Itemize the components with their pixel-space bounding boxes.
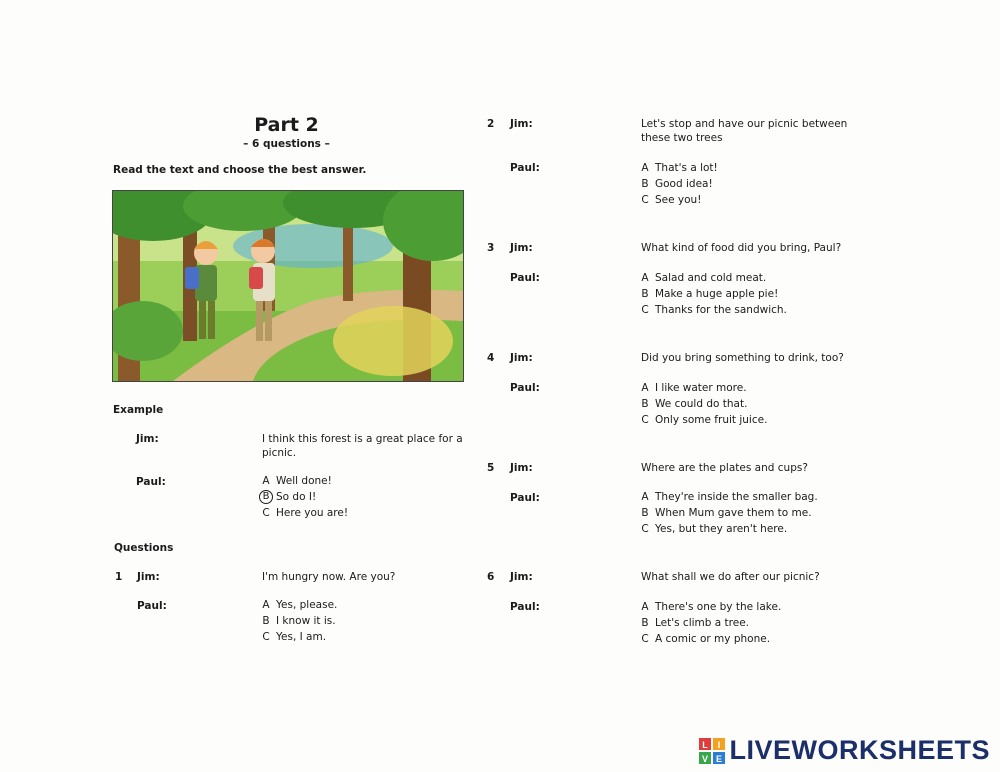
option-text: That's a lot! [655,162,718,174]
question-jim-text: Did you bring something to drink, too? [641,352,844,364]
option-text: Good idea! [655,178,713,190]
logo-letter: E [716,753,723,764]
option-text: When Mum gave them to me. [655,507,812,519]
example-option-c [256,505,348,521]
question-jim-text-line: these two trees [641,132,723,144]
question-jim-text: What kind of food did you bring, Paul? [641,242,842,254]
option-text: Only some fruit juice. [655,414,768,426]
option-text: There's one by the lake. [655,601,782,613]
option-text: We could do that. [655,398,748,410]
option-letter: A [641,601,649,613]
question-jim-text: I'm hungry now. Are you? [262,571,396,583]
liveworksheets-logo-icon [699,738,725,764]
answer-option[interactable] [635,396,767,412]
forest-scene-image [113,191,463,381]
logo-letter: V [702,753,709,764]
answer-option[interactable] [635,380,767,396]
option-letter: B [641,398,649,410]
option-text: Yes, please. [276,599,338,611]
example-jim-line [262,432,463,460]
question-jim-text-line: Let's stop and have our picnic between [641,118,848,130]
option-letter: A [641,382,649,394]
option-letter: B [641,288,649,300]
question-4-options [635,380,767,428]
option-text: See you! [655,194,702,206]
option-letter: B [641,617,649,629]
option-text: Salad and cold meat. [655,272,767,284]
example-heading: Example [113,404,164,416]
answer-option[interactable] [635,192,718,208]
circled-answer [256,490,276,504]
option-letter: A [262,599,270,611]
question-jim-text: Where are the plates and cups? [641,462,808,474]
answer-option[interactable] [635,599,781,615]
liveworksheets-brand [699,735,990,766]
option-letter: C [641,523,649,535]
option-letter: A [641,162,649,174]
answer-option[interactable] [256,597,337,613]
example-option-a [256,473,348,489]
example-jim-text-2: picnic. [262,447,297,459]
example-jim-text-1: I think this forest is a great place for a [262,433,463,445]
option-text: I know it is. [276,615,336,627]
question-paul-label: Paul: [510,382,540,394]
option-text: A comic or my phone. [655,633,771,645]
answer-option[interactable] [256,613,337,629]
option-letter: B [641,178,649,190]
answer-option[interactable] [635,631,781,647]
option-text: Make a huge apple pie! [655,288,779,300]
option-letter: C [641,194,649,206]
question-jim-label: Jim: [510,118,533,130]
question-jim-label: Jim: [137,571,160,583]
question-5-options [635,489,818,537]
forest-illustration [112,190,464,382]
question-number: 2 [487,118,495,130]
logo-letter: L [702,739,709,750]
option-letter: C [641,633,649,645]
question-jim-label: Jim: [510,242,533,254]
option-text: Here you are! [276,507,349,519]
logo-letter: I [718,739,721,750]
example-jim-label: Jim: [136,433,159,445]
question-paul-label: Paul: [137,600,167,612]
answer-option[interactable] [635,521,818,537]
answer-option[interactable] [635,615,781,631]
question-paul-label: Paul: [510,601,540,613]
question-jim-label: Jim: [510,571,533,583]
option-text: I like water more. [655,382,747,394]
page-title: Part 2 [254,114,319,136]
option-text: Thanks for the sandwich. [655,304,787,316]
option-text: So do I! [276,491,317,503]
instruction: Read the text and choose the best answer. [113,164,367,176]
option-letter: B [262,615,270,627]
question-paul-label: Paul: [510,272,540,284]
question-number: 4 [487,352,495,364]
option-text: Yes, I am. [276,631,327,643]
option-letter: B [641,507,649,519]
question-3-options [635,270,787,318]
question-6-options [635,599,781,647]
option-letter: C [262,507,270,519]
question-jim-text [641,117,847,145]
question-paul-label: Paul: [510,162,540,174]
option-text: Let's climb a tree. [655,617,750,629]
example-paul-label: Paul: [136,476,166,488]
question-number: 6 [487,571,495,583]
question-2-options [635,160,718,208]
option-text: Well done! [276,475,332,487]
question-jim-label: Jim: [510,352,533,364]
option-letter: C [641,304,649,316]
option-letter: C [641,414,649,426]
question-paul-label: Paul: [510,492,540,504]
question-number: 3 [487,242,495,254]
answer-option[interactable] [635,412,767,428]
question-jim-text: What shall we do after our picnic? [641,571,820,583]
questions-heading: Questions [114,542,174,554]
option-text: Yes, but they aren't here. [655,523,788,535]
page-subtitle: – 6 questions – [243,138,330,150]
example-option-b [256,489,348,505]
answer-option[interactable] [256,629,337,645]
answer-option[interactable] [635,302,787,318]
answer-option[interactable] [635,286,787,302]
option-letter: A [262,475,270,487]
option-letter: A [641,272,649,284]
answer-option[interactable] [635,489,818,505]
option-text: They're inside the smaller bag. [655,491,818,503]
option-letter: A [641,491,649,503]
option-letter: B [259,490,273,504]
question-number: 1 [115,571,123,583]
answer-option[interactable] [635,160,718,176]
example-options [256,473,348,521]
answer-option[interactable] [635,270,787,286]
question-jim-label: Jim: [510,462,533,474]
question-number: 5 [487,462,495,474]
option-letter: C [262,631,270,643]
liveworksheets-wordmark: LIVEWORKSHEETS [729,735,990,765]
question-1-options [256,597,337,645]
answer-option[interactable] [635,176,718,192]
answer-option[interactable] [635,505,818,521]
